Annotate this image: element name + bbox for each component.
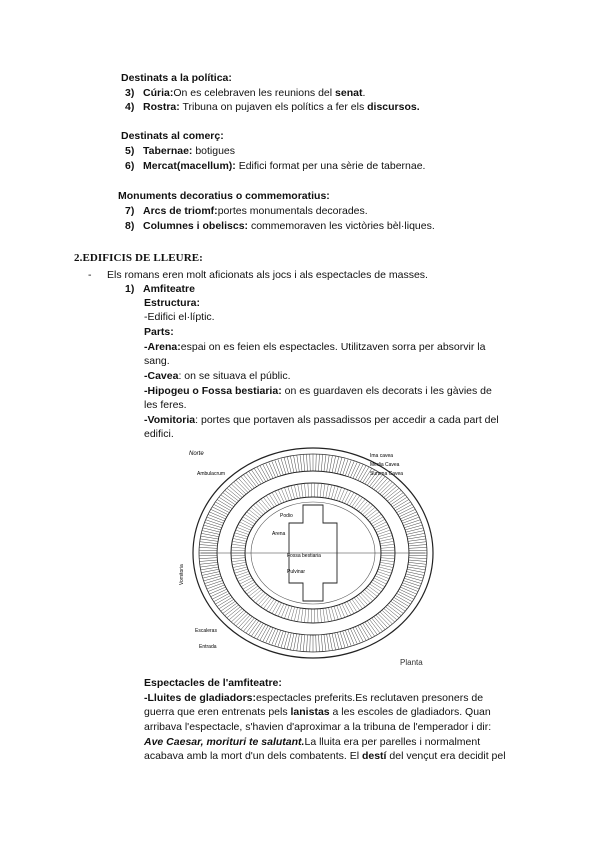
estructura-text: -Edifici el·líptic.: [144, 311, 215, 323]
item-text: commemoraven les victòries bèl·liques.: [248, 220, 435, 232]
glad-line-2: [144, 705, 491, 719]
part-term: -Cavea: [144, 370, 179, 382]
espectacles-heading: Espectacles de l'amfiteatre:: [144, 677, 282, 689]
desti-term: destí: [361, 750, 387, 762]
item-number: 5): [125, 145, 135, 157]
latin-phrase: Ave Caesar, morituri te salutant.: [144, 736, 305, 748]
item-number: 3): [125, 87, 135, 99]
parts-label: Parts:: [144, 326, 174, 338]
part-text: on es guardaven els decorats i les gàvies de: [281, 385, 492, 397]
politica-heading: Destinats a la política:: [121, 72, 232, 84]
entrada-label: Entrada: [199, 644, 217, 650]
ambulacrum-label: Ambulacrum: [197, 471, 226, 477]
comerc-heading: Destinats al comerç:: [121, 130, 224, 142]
item-strong: discursos.: [367, 101, 420, 113]
item-number: 8): [125, 220, 135, 232]
glad-line-3: arribava l'espectacle, s'havien d'aproximar a la tribuna de l'emperador i dir:: [144, 721, 492, 733]
glad-line-5: [144, 749, 506, 763]
list-item: [125, 100, 420, 114]
list-item: [125, 159, 425, 173]
part-hipogeu: [144, 384, 492, 398]
podium-label: Podio: [280, 513, 293, 519]
amphitheatre-plan-diagram: [175, 445, 445, 675]
item-number: 1): [125, 283, 135, 295]
part-text: : portes que portaven als passadissos per accedir a cada part del: [195, 414, 499, 426]
part-term: -Arena:: [144, 341, 181, 353]
amfiteatre-heading: [125, 282, 195, 296]
item-term: Rostra:: [143, 101, 180, 113]
pulvinar-label: Pulvinar: [287, 569, 306, 575]
plan-caption: Planta: [400, 658, 423, 667]
bullet-mark: -: [88, 269, 92, 281]
arena-label: Arena: [272, 531, 286, 537]
part-term: -Vomitoria: [144, 414, 196, 426]
text-run: del vençut era decidit pel: [386, 750, 506, 762]
section-title: 2.EDIFICIS DE LLEURE:: [74, 252, 203, 264]
item-text: Tribuna on pujaven els polítics a fer els: [179, 101, 368, 113]
fossa-label: Fossa bestiaria: [287, 553, 321, 559]
item-tail: .: [362, 87, 366, 99]
item-term: Columnes i obeliscs:: [143, 220, 249, 232]
item-strong: senat: [335, 87, 363, 99]
item-term: Mercat(macellum):: [143, 160, 236, 172]
list-item: [125, 219, 435, 233]
item-text: Edifici format per una sèrie de tabernae.: [235, 160, 426, 172]
item-text: On es celebraven les reunions del: [173, 87, 336, 99]
part-text: espai on es feien els espectacles. Utilitzaven sorra per absorvir la: [180, 341, 486, 353]
bullet-intro: [88, 268, 428, 282]
vomitoria-label: Vomitoria: [179, 564, 185, 585]
scalae-label: Escaleras: [195, 628, 217, 634]
glad-line-1: [144, 691, 483, 705]
item-number: 7): [125, 205, 135, 217]
monuments-heading: Monuments decoratius o commemoratius:: [118, 190, 330, 202]
glad-term: -Lluites de gladiadors:: [144, 692, 257, 704]
item-number: 6): [125, 160, 135, 172]
part-term: -Hipogeu o Fossa bestiaria:: [144, 385, 282, 397]
item-number: 4): [125, 101, 135, 113]
item-term: Cúria:: [143, 87, 174, 99]
text-run: a les escoles de gladiadors. Quan: [329, 706, 491, 718]
item-term: Tabernae:: [143, 145, 193, 157]
lanistas-term: lanistas: [290, 706, 330, 718]
item-text: botigues: [192, 145, 236, 157]
item-term: Arcs de triomf:: [143, 205, 218, 217]
glad-text: espectacles preferits.Es reclutaven presoners de: [256, 692, 484, 704]
media-cavea-label: Media Cavea: [370, 462, 400, 468]
part-vomitoria: [144, 413, 499, 427]
north-label: Norte: [189, 451, 204, 457]
ima-cavea-label: Ima cavea: [370, 453, 394, 459]
part-text: : on se situava el públic.: [178, 370, 291, 382]
text-run: guerra que eren entrenats pels: [144, 706, 291, 718]
list-item: [125, 86, 365, 100]
list-item: [125, 144, 235, 158]
part-arena: [144, 340, 485, 354]
text-run: La lluita era per parelles i normalment: [304, 736, 481, 748]
part-vomitoria-cont: edifici.: [144, 428, 174, 440]
intro-text: Els romans eren molt aficionats als jocs i als espectacles de masses.: [107, 269, 428, 281]
estructura-label: Estructura:: [144, 297, 201, 309]
glad-line-4: [144, 735, 480, 749]
part-arena-cont: sang.: [144, 355, 170, 367]
text-run: acabava amb la mort d'un dels combatents. El: [144, 750, 362, 762]
part-hipogeu-cont: les feres.: [144, 399, 187, 411]
item-title: Amfiteatre: [143, 283, 195, 295]
item-text: portes monumentals decorades.: [217, 205, 368, 217]
part-cavea: [144, 369, 291, 383]
list-item: [125, 204, 368, 218]
summa-cavea-label: Summa Cavea: [370, 471, 404, 477]
